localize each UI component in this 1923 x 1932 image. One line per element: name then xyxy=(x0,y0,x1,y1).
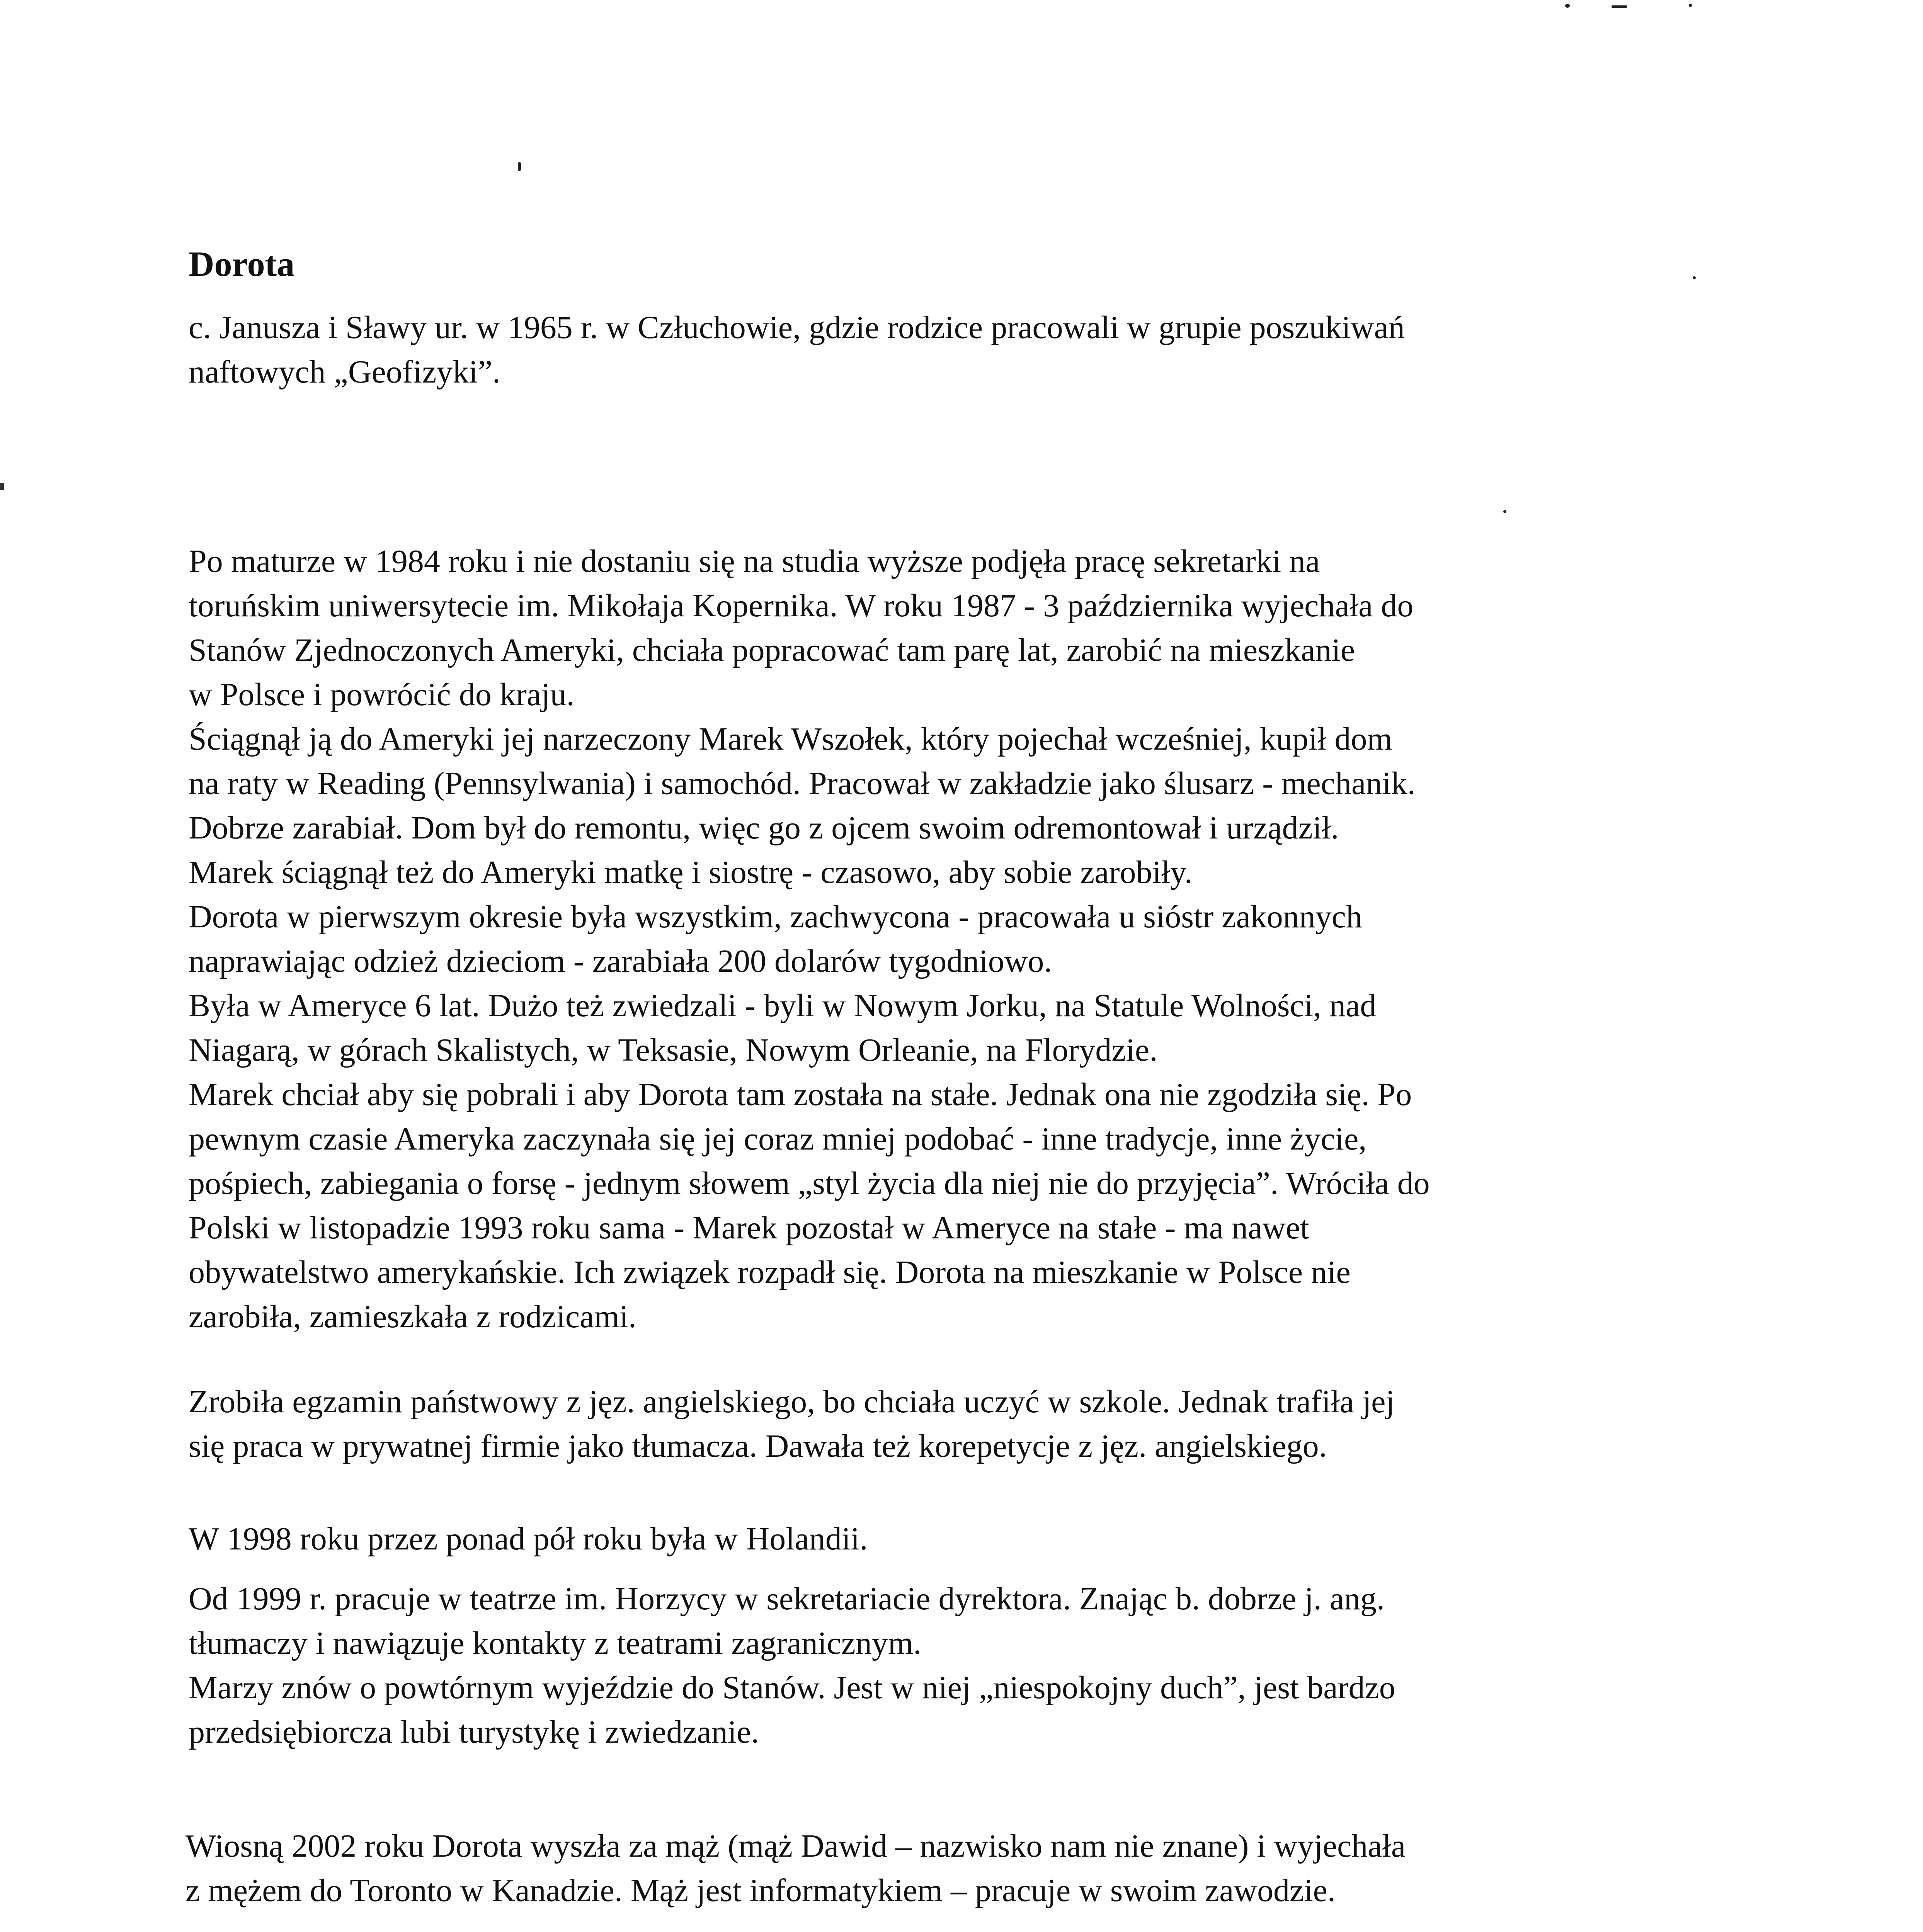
scan-speck xyxy=(1612,5,1627,8)
text-line: Była w Ameryce 6 lat. Dużo też zwiedzali - byli w Nowym Jorku, na Statule Wolności, nad xyxy=(189,988,1377,1024)
paragraph-exam xyxy=(189,1379,1680,1468)
text-line: w Polsce i powrócić do kraju. xyxy=(189,677,575,713)
text-line: toruńskim uniwersytecie im. Mikołaja Kopernika. W roku 1987 - 3 października wyjechała do xyxy=(189,588,1414,624)
text-line: Dorota w pierwszym okresie była wszystkim, zachwycona - pracowała u sióstr zakonnych xyxy=(189,899,1363,935)
text-line: Marek chciał aby się pobrali i aby Dorota tam została na stałe. Jednak ona nie zgodziła się. Po xyxy=(189,1077,1412,1112)
text-line: zarobiła, zamieszkała z rodzicami. xyxy=(189,1299,637,1335)
text-line: c. Janusza i Sławy ur. w 1965 r. w Człuchowie, gdzie rodzice pracowali w grupie poszukiwań xyxy=(189,310,1405,345)
text-line: obywatelstwo amerykańskie. Ich związek rozpadł się. Dorota na mieszkanie w Polsce nie xyxy=(189,1254,1351,1290)
text-line: Stanów Zjednoczonych Ameryki, chciała popracować tam parę lat, zarobić na mieszkanie xyxy=(189,632,1355,668)
text-line: pośpiech, zabiegania o forsę - jednym słowem „styl życia dla niej nie do przyjęcia”. Wróciła do xyxy=(189,1165,1430,1201)
text-line: tłumaczy i nawiązuje kontakty z teatrami zagranicznym. xyxy=(189,1625,922,1661)
text-line: Po maturze w 1984 roku i nie dostaniu się na studia wyższe podjęła pracę sekretarki na xyxy=(189,543,1320,579)
paragraph-marriage xyxy=(185,1824,1677,1913)
paragraph-holland xyxy=(189,1517,1680,1561)
scan-speck xyxy=(1693,276,1696,279)
text-line: Zrobiła egzamin państwowy z jęz. angielskiego, bo chciała uczyć w szkole. Jednak trafiła jej xyxy=(189,1384,1395,1420)
text-line: W 1998 roku przez ponad pół roku była w Holandii. xyxy=(189,1521,868,1557)
text-line: Wiosną 2002 roku Dorota wyszła za mąż (mąż Dawid – nazwisko nam nie znane) i wyjechała xyxy=(185,1828,1406,1864)
text-line: naprawiając odzież dzieciom - zarabiała 200 dolarów tygodniowo. xyxy=(189,943,1052,979)
paragraph-america xyxy=(189,539,1680,1339)
text-line: naftowych „Geofizyki”. xyxy=(189,354,500,390)
text-line: Marek ściągnął też do Ameryki matkę i siostrę - czasowo, aby sobie zarobiły. xyxy=(189,854,1193,890)
scan-speck xyxy=(1565,4,1570,8)
text-line: Marzy znów o powtórnym wyjeździe do Stanów. Jest w niej „niespokojny duch”, jest bardzo xyxy=(189,1670,1395,1706)
text-line: na raty w Reading (Pennsylwania) i samochód. Pracował w zakładzie jako ślusarz - mechanik. xyxy=(189,765,1416,801)
text-line: Ściągnął ją do Ameryki jej narzeczony Marek Wszołek, który pojechał wcześniej, kupił dom xyxy=(189,721,1392,757)
text-line: Niagarą, w górach Skalistych, w Teksasie, Nowym Orleanie, na Florydzie. xyxy=(189,1032,1158,1068)
scan-speck xyxy=(518,162,521,171)
paragraph-intro xyxy=(189,305,1680,394)
scan-edge-mark xyxy=(0,483,4,490)
text-line: przedsiębiorcza lubi turystykę i zwiedzanie. xyxy=(189,1714,759,1750)
text-line: Polski w listopadzie 1993 roku sama - Marek pozostał w Ameryce na stałe - ma nawet xyxy=(189,1210,1309,1246)
text-line: się praca w prywatnej firmie jako tłumacza. Dawała też korepetycje z jęz. angielskiego. xyxy=(189,1428,1327,1464)
paragraph-theatre xyxy=(189,1577,1680,1754)
text-line: pewnym czasie Ameryka zaczynała się jej coraz mniej podobać - inne tradycje, inne życie, xyxy=(189,1121,1367,1157)
text-line: Od 1999 r. pracuje w teatrze im. Horzycy w sekretariacie dyrektora. Znając b. dobrze j. ang. xyxy=(189,1581,1385,1617)
text-line: z mężem do Toronto w Kanadzie. Mąż jest informatykiem – pracuje w swoim zawodzie. xyxy=(185,1872,1336,1908)
document-title: Dorota xyxy=(189,244,295,284)
scan-speck xyxy=(1689,4,1692,7)
text-line: Dobrze zarabiał. Dom był do remontu, więc go z ojcem swoim odremontował i urządził. xyxy=(189,810,1339,846)
scan-speck xyxy=(1503,510,1506,513)
